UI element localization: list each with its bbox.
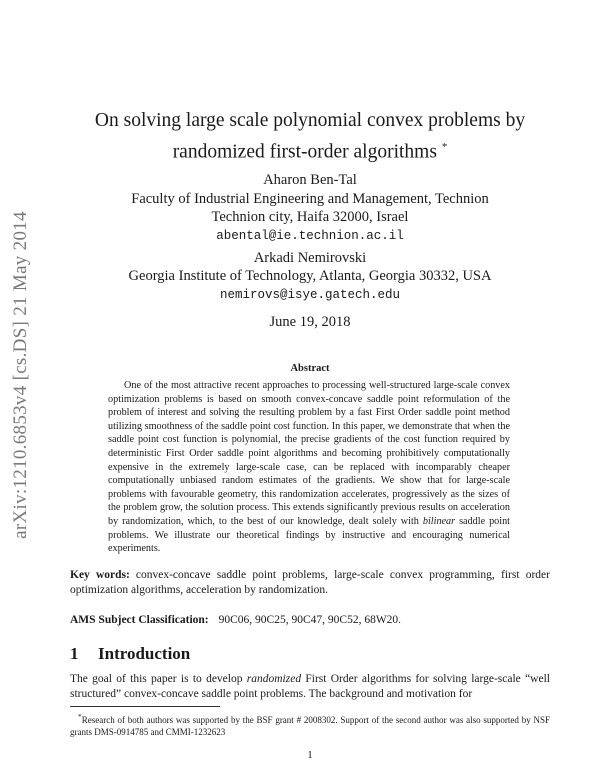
abstract-heading: Abstract [290, 363, 330, 374]
keywords-label: Key words: [70, 569, 130, 581]
footnote-rule [70, 706, 220, 707]
footnote [70, 711, 550, 738]
abstract-text-1: One of the most attractive recent approaches to processing well-structured large-scale convex optimization problems is based on smooth convex-concave saddle point reformulation of the problem of interest and solving the resulting problem by a fast First Order saddle point method utilizing smoothness of the saddle point cost function. In this paper, we demonstrate that when the saddle point cost function is polynomial, the precise gradients of the cost function required by deterministic First Order saddle point algorithms and becoming prohibitively computationally expensive in the extremely large-scale case, can be replaced with incomparably cheaper computationally unbiased random estimates of the gradients. We show that for large-scale problems with favourable geometry, this randomization accelerates, progressively as the sizes of the problem grow, the solution process. This extends significantly previous results on acceleration by randomization, which, to the best of our knowledge, dealt solely with [108, 380, 510, 527]
footnote-mark: * [78, 712, 82, 721]
footnote-text: Research of both authors was supported by the BSF grant # 2008302. Support of the second author was also supported by NSF grants DMS-0914785 and CMMI-1232623 [70, 715, 550, 737]
author-1-address: Technion city, Haifa 32000, Israel [211, 209, 409, 225]
title-line-1: On solving large scale polynomial convex problems by [94, 110, 526, 131]
paper-title [70, 108, 550, 166]
ams-text: 90C06, 90C25, 90C47, 90C52, 68W20. [218, 614, 402, 626]
paper-date: June 19, 2018 [269, 314, 351, 330]
intro-paragraph [70, 672, 550, 702]
author-2-name: Arkadi Nemirovski [253, 250, 367, 266]
arxiv-stamp [2, 190, 40, 560]
author-2-affiliation: Georgia Institute of Technology, Atlanta, Georgia 30332, USA [128, 268, 492, 284]
ams-classification [70, 613, 550, 628]
ams-label: AMS Subject Classification: [70, 614, 209, 626]
author-1-name: Aharon Ben-Tal [263, 172, 357, 188]
section-title: Introduction [98, 644, 191, 663]
intro-text-2: First Order algorithms for solving large-scale “well structured” convex-concave saddle point problems. The background and motivation for [70, 673, 550, 700]
intro-emphasis: randomized [246, 673, 302, 685]
author-1-affiliation: Faculty of Industrial Engineering and Management, Technion [131, 191, 489, 207]
title-line-2: randomized first-order algorithms [172, 141, 437, 163]
section-heading [70, 644, 190, 664]
author-2-email[interactable]: nemirovs@isye.gatech.edu [219, 288, 401, 302]
page-number: 1 [307, 749, 313, 761]
abstract-emphasis: bilinear [422, 515, 456, 527]
arxiv-id: arXiv:1210.6853v4 [cs.DS] 21 May 2014 [10, 211, 31, 539]
abstract-text-2: saddle point problems. We illustrate our theoretical findings by instructive and encouraging numerical experiments. [108, 515, 511, 555]
title-footnote-mark: * [441, 141, 448, 153]
keywords-text: convex-concave saddle point problems, large-scale convex programming, first order optimization algorithms, acceleration by randomization. [70, 569, 550, 596]
abstract-body [108, 379, 510, 556]
keywords [70, 568, 550, 598]
intro-text-1: The goal of this paper is to develop [70, 673, 247, 685]
author-1-email[interactable]: abental@ie.technion.ac.il [216, 229, 404, 243]
section-number: 1 [70, 644, 79, 663]
